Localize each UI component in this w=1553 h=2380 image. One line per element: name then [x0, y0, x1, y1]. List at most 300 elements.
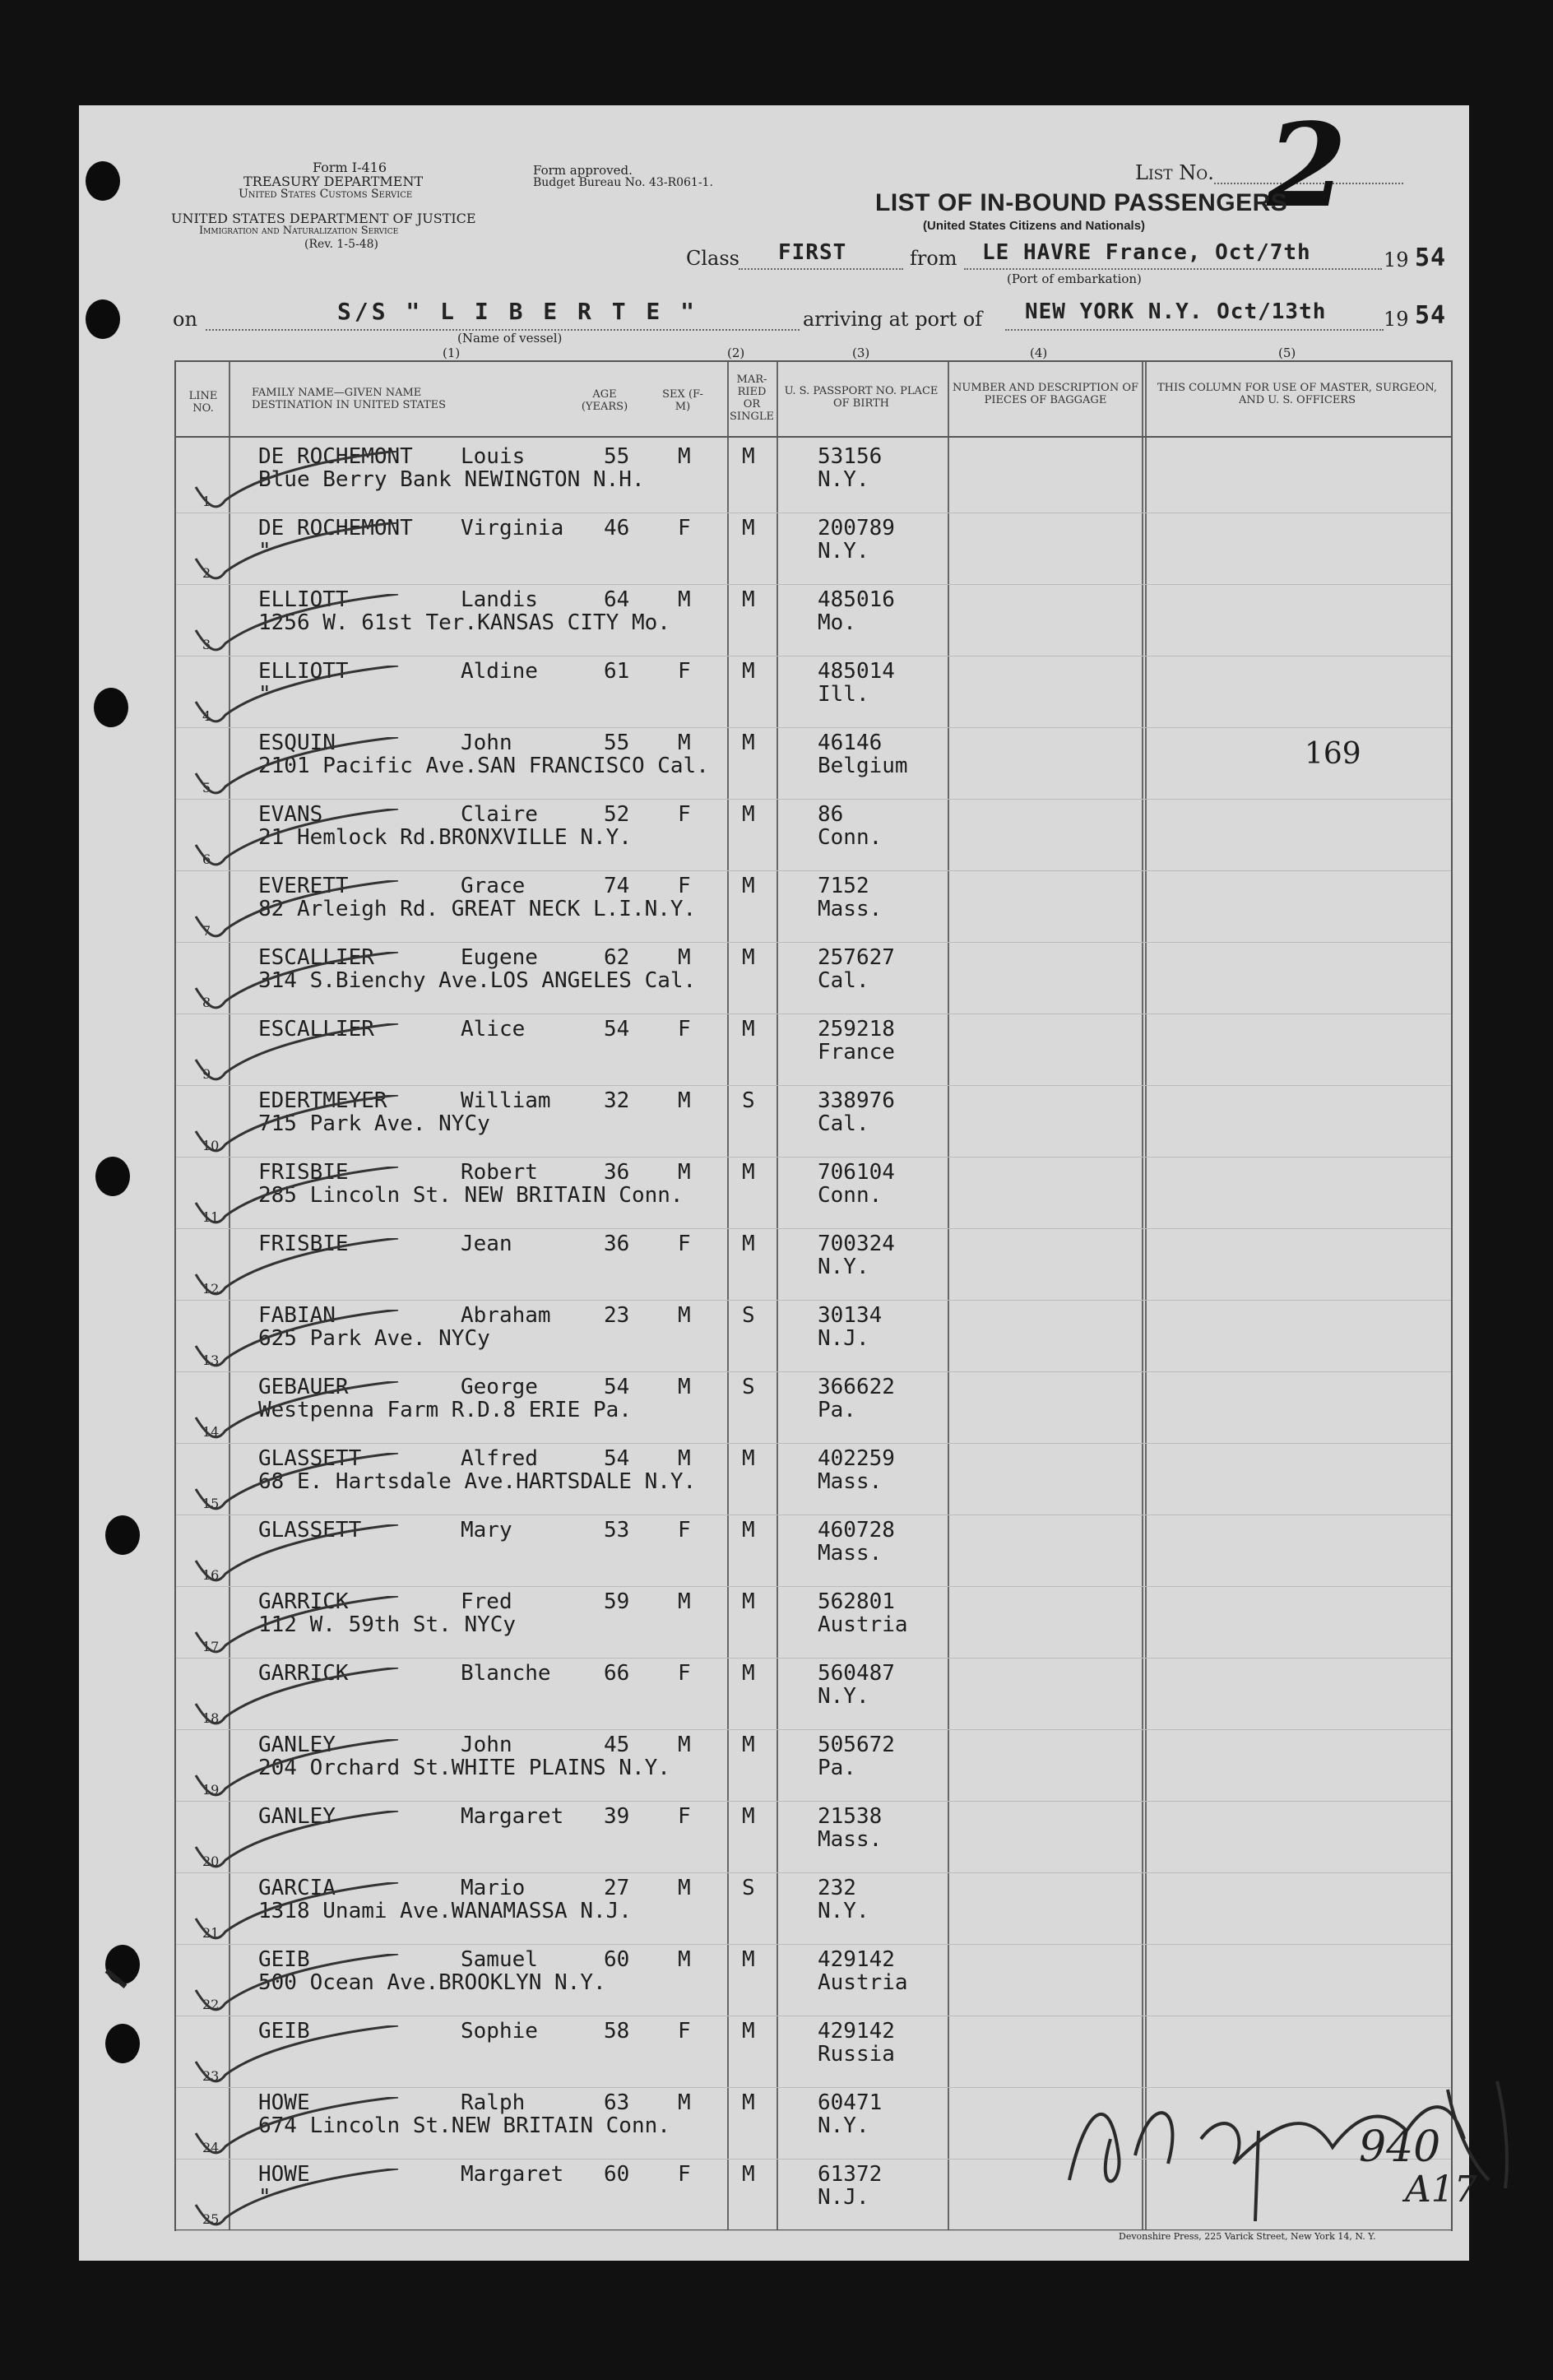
line-number: 23 — [202, 2068, 220, 2084]
line-number: 19 — [202, 1782, 220, 1798]
given-name: Alfred — [461, 1446, 538, 1471]
family-name: GEIB — [258, 2019, 310, 2044]
line-number: 4 — [202, 708, 211, 724]
row-divider — [176, 584, 1451, 585]
given-name: Landis — [461, 587, 538, 612]
passport-no: 257627 — [818, 945, 895, 970]
passport-no: 60471 — [818, 2090, 883, 2115]
check-mark — [192, 1596, 406, 1662]
age: 66 — [604, 1661, 630, 1686]
place-of-birth: Ill. — [818, 682, 869, 707]
place-of-birth: Austria — [818, 1970, 908, 1995]
family-name: GANLEY — [258, 1733, 336, 1757]
sex: M — [678, 1876, 691, 1900]
married-single: M — [742, 802, 755, 827]
age: 54 — [604, 1375, 630, 1399]
row-divider — [176, 1228, 1451, 1229]
age: 58 — [604, 2019, 630, 2044]
vessel-label: (Name of vessel) — [457, 331, 563, 346]
binder-hole — [95, 1157, 130, 1196]
manifest-title: LIST OF IN-BOUND PASSENGERS — [875, 189, 1288, 216]
given-name: John — [461, 1733, 512, 1757]
age: 74 — [604, 874, 630, 898]
passport-no: 429142 — [818, 2019, 895, 2044]
check-mark — [192, 1023, 406, 1089]
manifest-subtitle: (United States Citizens and Nationals) — [923, 219, 1146, 233]
given-name: Abraham — [461, 1303, 551, 1328]
family-name: GLASSETT — [258, 1518, 362, 1543]
passport-no: 86 — [818, 802, 844, 827]
passport-no: 505672 — [818, 1733, 895, 1757]
place-of-birth: N.Y. — [818, 1255, 869, 1279]
line-number: 8 — [202, 995, 211, 1010]
married-single: S — [742, 1876, 755, 1900]
col-num-1: (1) — [443, 346, 461, 360]
table-row — [176, 514, 1451, 586]
place-of-birth: N.Y. — [818, 2113, 869, 2138]
place-of-birth: Mass. — [818, 1541, 883, 1566]
married-single: S — [742, 1303, 755, 1328]
binder-hole — [94, 688, 128, 727]
passport-no: 7152 — [818, 874, 869, 898]
married-single: M — [742, 1661, 755, 1686]
table-row — [176, 1659, 1451, 1731]
sex: F — [678, 874, 691, 898]
table-row — [176, 1230, 1451, 1301]
given-name: Claire — [461, 802, 538, 827]
sex: F — [678, 1232, 691, 1256]
sex: M — [678, 587, 691, 612]
age: 55 — [604, 731, 630, 755]
check-mark — [192, 2169, 406, 2234]
married-single: M — [742, 1733, 755, 1757]
given-name: Virginia — [461, 516, 564, 540]
place-of-birth: Pa. — [818, 1398, 856, 1422]
sex: M — [678, 2090, 691, 2115]
form-approved: Form approved. — [533, 163, 633, 178]
line-number: 9 — [202, 1066, 211, 1082]
sex: M — [678, 444, 691, 469]
sex: F — [678, 1804, 691, 1829]
table-row — [176, 872, 1451, 944]
header-sex: SEX (F-M) — [662, 388, 703, 413]
check-mark — [192, 737, 406, 803]
check-mark — [192, 1095, 406, 1161]
check-mark — [192, 1381, 406, 1447]
corner-note-a17: A17 — [1405, 2169, 1477, 2211]
passport-no: 402259 — [818, 1446, 895, 1471]
sex: F — [678, 802, 691, 827]
col-num-5: (5) — [1278, 346, 1296, 360]
line-number: 1 — [202, 494, 211, 509]
married-single: M — [742, 1804, 755, 1829]
age: 46 — [604, 516, 630, 540]
line-number: 16 — [202, 1567, 220, 1583]
passport-no: 30134 — [818, 1303, 883, 1328]
family-name: ELLIOTT — [258, 587, 349, 612]
sex: M — [678, 1160, 691, 1185]
binder-hole — [105, 1515, 140, 1555]
family-name: ESQUIN — [258, 731, 336, 755]
married-single: M — [742, 1518, 755, 1543]
corner-note-940: 940 — [1359, 2123, 1441, 2172]
given-name: Blanche — [461, 1661, 551, 1686]
destination: 112 W. 59th St. NYCy — [258, 1612, 517, 1637]
check-mark — [192, 1310, 406, 1376]
sex: M — [678, 1947, 691, 1972]
table-row — [176, 1445, 1451, 1516]
row-divider — [176, 1157, 1451, 1158]
married-single: M — [742, 874, 755, 898]
row-divider — [176, 799, 1451, 800]
family-name: HOWE — [258, 2162, 310, 2187]
header-line-no: LINE NO. — [188, 390, 218, 415]
passenger-table — [174, 360, 1453, 2231]
check-mark — [192, 594, 406, 660]
family-name: ESCALLIER — [258, 945, 374, 970]
line-number: 15 — [202, 1496, 220, 1511]
sex: M — [678, 945, 691, 970]
check-mark — [192, 1524, 406, 1590]
age: 54 — [604, 1446, 630, 1471]
sex: M — [678, 1375, 691, 1399]
place-of-birth: Cal. — [818, 1111, 869, 1136]
destination: " — [258, 2185, 271, 2210]
row-divider — [176, 1658, 1451, 1659]
check-mark — [192, 522, 406, 588]
sex: F — [678, 2162, 691, 2187]
passport-no: 232 — [818, 1876, 856, 1900]
form-id: Form I-416 — [313, 160, 387, 175]
binder-hole — [105, 2024, 140, 2063]
destination: 1318 Unami Ave.WANAMASSA N.J. — [258, 1899, 632, 1923]
married-single: M — [742, 945, 755, 970]
row-divider — [176, 1872, 1451, 1873]
row-divider — [176, 1300, 1451, 1301]
on-label: on — [173, 308, 197, 331]
line-number: 7 — [202, 923, 211, 939]
line-number: 17 — [202, 1639, 220, 1654]
place-of-birth: Belgium — [818, 754, 908, 778]
from-label: from — [910, 247, 957, 270]
married-single: M — [742, 1017, 755, 1042]
place-of-birth: Mass. — [818, 1827, 883, 1852]
sex: F — [678, 1017, 691, 1042]
line-number: 6 — [202, 851, 211, 867]
place-of-birth: N.Y. — [818, 467, 869, 492]
given-name: John — [461, 731, 512, 755]
check-mark — [192, 1954, 406, 2020]
given-name: Eugene — [461, 945, 538, 970]
table-row — [176, 1516, 1451, 1588]
place-of-birth: N.Y. — [818, 1684, 869, 1709]
place-of-birth: Conn. — [818, 825, 883, 850]
family-name: EVANS — [258, 802, 323, 827]
header-baggage: NUMBER AND DESCRIPTION OF PIECES OF BAGGAGE — [953, 382, 1139, 406]
check-mark — [192, 1668, 406, 1733]
check-mark — [192, 2025, 406, 2091]
line-number: 2 — [202, 565, 211, 581]
port-embark-label: (Port of embarkation) — [1007, 271, 1142, 286]
passport-no: 700324 — [818, 1232, 895, 1256]
married-single: M — [742, 1232, 755, 1256]
line-number: 22 — [202, 1997, 220, 2012]
table-row — [176, 443, 1451, 514]
passport-no: 21538 — [818, 1804, 883, 1829]
check-mark — [192, 1453, 406, 1519]
passport-no: 338976 — [818, 1088, 895, 1113]
family-name: EDERTMEYER — [258, 1088, 387, 1113]
line-number: 18 — [202, 1710, 220, 1726]
check-mark — [192, 880, 406, 946]
passport-no: 53156 — [818, 444, 883, 469]
table-row — [176, 944, 1451, 1015]
table-row — [176, 1874, 1451, 1946]
check-mark — [192, 1811, 406, 1877]
check-mark — [192, 1882, 406, 1948]
row-divider — [176, 870, 1451, 871]
given-name: Margaret — [461, 2162, 564, 2187]
row-divider — [176, 1085, 1451, 1086]
passport-no: 61372 — [818, 2162, 883, 2187]
passport-no: 706104 — [818, 1160, 895, 1185]
destination: 674 Lincoln St.NEW BRITAIN Conn. — [258, 2113, 670, 2138]
place-of-birth: Mass. — [818, 897, 883, 921]
place-of-birth: N.J. — [818, 1326, 869, 1351]
passport-no: 460728 — [818, 1518, 895, 1543]
destination: 68 E. Hartsdale Ave.HARTSDALE N.Y. — [258, 1469, 697, 1494]
given-name: Fred — [461, 1589, 512, 1614]
place-of-birth: France — [818, 1040, 895, 1065]
passport-no: 562801 — [818, 1589, 895, 1614]
arrive-year-prefix: 19 — [1384, 308, 1409, 331]
header-officers: THIS COLUMN FOR USE OF MASTER, SURGEON, AND U. S. OFFICERS — [1157, 382, 1438, 406]
immigration-service: Immigration and Naturalization Service — [199, 225, 399, 237]
age: 59 — [604, 1589, 630, 1614]
arriving-line — [1005, 329, 1384, 331]
given-name: George — [461, 1375, 538, 1399]
line-number: 21 — [202, 1925, 220, 1941]
table-row — [176, 1087, 1451, 1158]
check-mark — [192, 2097, 406, 2163]
age: 23 — [604, 1303, 630, 1328]
given-name: Robert — [461, 1160, 538, 1185]
arrive-year: 54 — [1415, 301, 1447, 330]
family-name: EVERETT — [258, 874, 349, 898]
destination: 204 Orchard St.WHITE PLAINS N.Y. — [258, 1756, 670, 1780]
class-value: FIRST — [778, 240, 847, 265]
age: 61 — [604, 659, 630, 684]
customs-service: United States Customs Service — [239, 188, 413, 201]
given-name: Grace — [461, 874, 526, 898]
check-mark — [192, 952, 406, 1018]
form-revision: (Rev. 1-5-48) — [304, 238, 378, 251]
family-name: GANLEY — [258, 1804, 336, 1829]
check-mark — [192, 809, 406, 875]
table-row — [176, 586, 1451, 657]
destination: 285 Lincoln St. NEW BRITAIN Conn. — [258, 1183, 684, 1208]
age: 63 — [604, 2090, 630, 2115]
inspector-signature-text — [1102, 2155, 1117, 2157]
table-row — [176, 657, 1451, 729]
officer-note: 169 — [1305, 737, 1361, 771]
sex: M — [678, 1446, 691, 1471]
family-name: ELLIOTT — [258, 659, 349, 684]
family-name: DE ROCHEMONT — [258, 444, 413, 469]
destination: 21 Hemlock Rd.BRONXVILLE N.Y. — [258, 825, 632, 850]
given-name: William — [461, 1088, 551, 1113]
sex: M — [678, 1088, 691, 1113]
binder-hole — [86, 161, 120, 201]
header-age: AGE (YEARS) — [581, 388, 628, 413]
family-name: FRISBIE — [258, 1160, 349, 1185]
passport-no: 46146 — [818, 731, 883, 755]
table-row — [176, 1731, 1451, 1802]
given-name: Samuel — [461, 1947, 538, 1972]
given-name: Aldine — [461, 659, 538, 684]
family-name: FRISBIE — [258, 1232, 349, 1256]
header-name: FAMILY NAME—GIVEN NAME DESTINATION IN UNITED STATES — [252, 387, 447, 411]
from-line — [964, 268, 1382, 270]
sex: F — [678, 2019, 691, 2044]
place-of-birth: Cal. — [818, 968, 869, 993]
destination: 2101 Pacific Ave.SAN FRANCISCO Cal. — [258, 754, 709, 778]
destination: 715 Park Ave. NYCy — [258, 1111, 490, 1136]
row-divider — [176, 1944, 1451, 1945]
passport-no: 485016 — [818, 587, 895, 612]
age: 45 — [604, 1733, 630, 1757]
family-name: GARRICK — [258, 1661, 349, 1686]
row-divider — [176, 1371, 1451, 1372]
family-name: HOWE — [258, 2090, 310, 2115]
line-number: 14 — [202, 1424, 220, 1440]
age: 62 — [604, 945, 630, 970]
line-number: 5 — [202, 780, 211, 796]
passport-no: 366622 — [818, 1375, 895, 1399]
class-label: Class — [686, 247, 739, 270]
sex: M — [678, 1589, 691, 1614]
age: 52 — [604, 802, 630, 827]
family-name: GEBAUER — [258, 1375, 349, 1399]
sex: M — [678, 1303, 691, 1328]
age: 55 — [604, 444, 630, 469]
binder-hole — [86, 299, 120, 339]
sex: F — [678, 1661, 691, 1686]
married-single: S — [742, 1375, 755, 1399]
age: 54 — [604, 1017, 630, 1042]
table-row — [176, 1301, 1451, 1373]
passport-no: 200789 — [818, 516, 895, 540]
family-name: ESCALLIER — [258, 1017, 374, 1042]
married-single: M — [742, 2090, 755, 2115]
check-mark — [192, 1238, 406, 1304]
family-name: GARRICK — [258, 1589, 349, 1614]
line-number: 24 — [202, 2140, 220, 2155]
line-number: 20 — [202, 1853, 220, 1869]
col-num-4: (4) — [1030, 346, 1048, 360]
sex: F — [678, 516, 691, 540]
table-row — [176, 1015, 1451, 1087]
budget-bureau: Budget Bureau No. 43-R061-1. — [533, 176, 713, 189]
place-of-birth: N.Y. — [818, 1899, 869, 1923]
age: 53 — [604, 1518, 630, 1543]
destination: 500 Ocean Ave.BROOKLYN N.Y. — [258, 1970, 606, 1995]
treasury-dept: TREASURY DEPARTMENT — [243, 174, 424, 189]
family-name: DE ROCHEMONT — [258, 516, 413, 540]
passport-no: 259218 — [818, 1017, 895, 1042]
check-mark — [192, 451, 406, 517]
married-single: M — [742, 1589, 755, 1614]
family-name: GLASSETT — [258, 1446, 362, 1471]
given-name: Margaret — [461, 1804, 564, 1829]
sex: F — [678, 659, 691, 684]
married-single: M — [742, 444, 755, 469]
destination: Blue Berry Bank NEWINGTON N.H. — [258, 467, 645, 492]
family-name: FABIAN — [258, 1303, 336, 1328]
vessel-name: S/S " L I B E R T E " — [337, 298, 698, 325]
passport-no: 485014 — [818, 659, 895, 684]
married-single: M — [742, 2162, 755, 2187]
line-number: 3 — [202, 637, 211, 652]
married-single: M — [742, 1160, 755, 1185]
row-divider — [176, 1443, 1451, 1444]
row-divider — [176, 942, 1451, 943]
row-divider — [176, 1729, 1451, 1730]
destination: 82 Arleigh Rd. GREAT NECK L.I.N.Y. — [258, 897, 697, 921]
class-line — [739, 268, 903, 270]
row-divider — [176, 1586, 1451, 1587]
from-year: 54 — [1415, 244, 1447, 272]
binder-hole — [105, 1945, 140, 1984]
header-passport: U. S. PASSPORT NO. PLACE OF BIRTH — [784, 385, 939, 410]
sex: M — [678, 1733, 691, 1757]
sex: M — [678, 731, 691, 755]
place-of-birth: Conn. — [818, 1183, 883, 1208]
line-number: 12 — [202, 1281, 220, 1297]
table-row — [176, 1802, 1451, 1874]
justice-dept: UNITED STATES DEPARTMENT OF JUSTICE — [171, 211, 476, 226]
line-number: 25 — [202, 2211, 220, 2227]
table-row — [176, 1946, 1451, 2017]
list-no-handwritten: 2 — [1267, 99, 1347, 234]
check-mark — [192, 1167, 406, 1232]
age: 64 — [604, 587, 630, 612]
sex: F — [678, 1518, 691, 1543]
table-row — [176, 1158, 1451, 1230]
arriving-value: NEW YORK N.Y. Oct/13th — [1025, 299, 1327, 324]
place-of-birth: N.Y. — [818, 539, 869, 564]
line-number: 11 — [202, 1209, 220, 1225]
passport-no: 429142 — [818, 1947, 895, 1972]
col-num-2: (2) — [727, 346, 745, 360]
passport-no: 560487 — [818, 1661, 895, 1686]
age: 60 — [604, 2162, 630, 2187]
line-number: 10 — [202, 1138, 220, 1153]
destination: 625 Park Ave. NYCy — [258, 1326, 490, 1351]
given-name: Louis — [461, 444, 526, 469]
place-of-birth: N.J. — [818, 2185, 869, 2210]
married-single: M — [742, 2019, 755, 2044]
destination: " — [258, 539, 271, 564]
age: 36 — [604, 1232, 630, 1256]
from-year-prefix: 19 — [1384, 248, 1409, 271]
family-name: GEIB — [258, 1947, 310, 1972]
married-single: M — [742, 1947, 755, 1972]
family-name: GARCIA — [258, 1876, 336, 1900]
place-of-birth: Russia — [818, 2042, 895, 2067]
row-divider — [176, 1801, 1451, 1802]
married-single: M — [742, 659, 755, 684]
